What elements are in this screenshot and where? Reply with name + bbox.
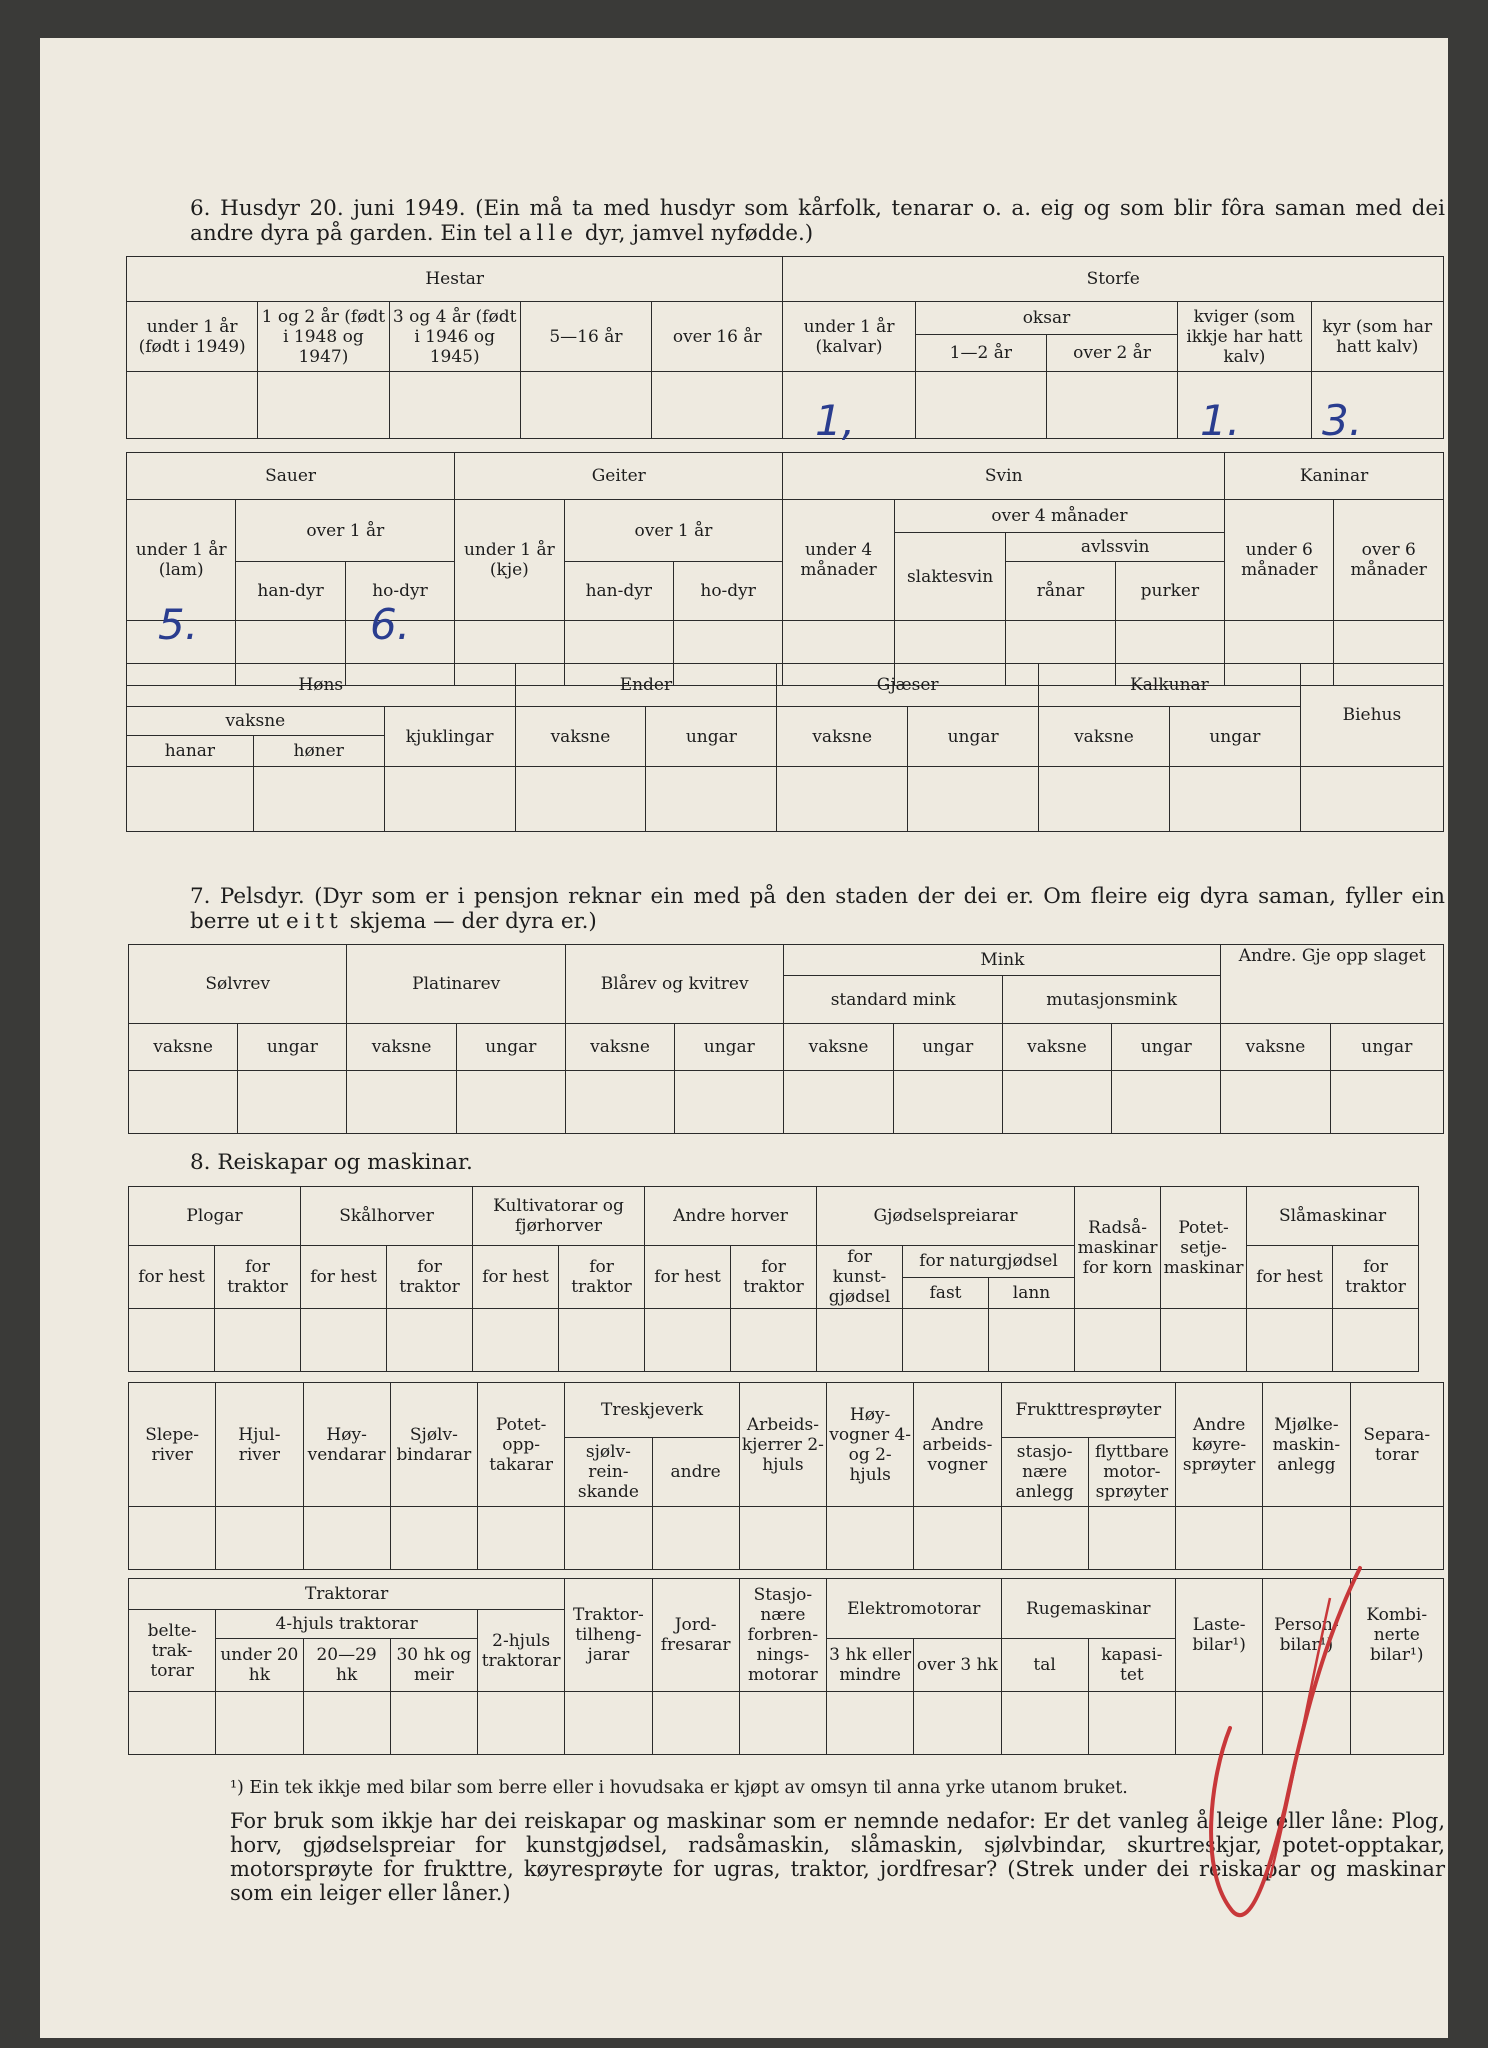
treskjeverk-andre: andre (652, 1438, 739, 1507)
storfe-oksar: oksar (915, 302, 1178, 335)
to-hjuls-traktorar: 2-hjuls traktorar (478, 1610, 565, 1692)
entry-cell[interactable] (129, 1071, 238, 1134)
geiter-header: Geiter (455, 453, 783, 500)
for-hest: for hest (301, 1246, 387, 1309)
entry-cell[interactable] (915, 372, 1046, 439)
pelsdyr-subheader-row (129, 1024, 1444, 1071)
gjaeser-header: Gjæser (777, 664, 1039, 707)
entry-cell[interactable] (565, 1507, 652, 1570)
entry-cell[interactable] (1001, 1692, 1088, 1755)
entry-cell[interactable] (520, 372, 651, 439)
geiter-handyr: han-dyr (564, 562, 673, 621)
personbilar-header: Person-bilar¹) (1263, 1579, 1350, 1692)
ruge-kapasitet: kapasi-tet (1088, 1639, 1175, 1692)
sauer-geiter-svin-table (126, 452, 1444, 686)
entry-cell[interactable] (129, 1692, 216, 1755)
koyresproyter-header: Andre køyre-sprøyter (1176, 1383, 1263, 1507)
for-naturgjodsel: for naturgjødsel (903, 1246, 1075, 1278)
elektromotorar-header: Elektromotorar (827, 1579, 1002, 1639)
potetopptakarar-header: Potet-opp-takarar (478, 1383, 565, 1507)
entry-cell[interactable] (1176, 1692, 1263, 1755)
col-vaksne: vaksne (1002, 1024, 1111, 1071)
lastebilar-header: Laste-bilar¹) (1176, 1579, 1263, 1692)
entry-cell[interactable] (646, 767, 777, 832)
geiter-kje: under 1 år (kje) (455, 500, 564, 621)
col-ungar: ungar (1330, 1024, 1443, 1071)
elektro-over-3hk: over 3 hk (914, 1639, 1001, 1692)
gjaeser-vaksne: vaksne (777, 707, 908, 767)
sauer-handyr: han-dyr (236, 562, 345, 621)
hestar-col-4: 5—16 år (520, 302, 651, 372)
entry-cell[interactable] (565, 1692, 652, 1755)
col-vaksne: vaksne (1221, 1024, 1330, 1071)
entry-cell[interactable] (777, 767, 908, 832)
entry-cell[interactable] (347, 1071, 456, 1134)
entry-cell[interactable] (389, 372, 520, 439)
hons-vaksne: vaksne (127, 707, 385, 736)
hestar-storfe-table (126, 256, 1444, 439)
entry-cell[interactable] (784, 1071, 893, 1134)
entry-cell[interactable] (253, 767, 384, 832)
hons-hanar: hanar (127, 736, 254, 767)
elektro-3hk-mindre: 3 hk eller mindre (827, 1639, 914, 1692)
hestar-header: Hestar (127, 257, 783, 302)
entry-cell[interactable] (827, 1507, 914, 1570)
storfe-oksar-1-2: 1—2 år (915, 335, 1046, 372)
hoyvendarar-header: Høy-vendarar (303, 1383, 390, 1507)
svin-header: Svin (783, 453, 1225, 500)
entry-cell[interactable] (914, 1507, 1001, 1570)
entry-cell[interactable] (1088, 1507, 1175, 1570)
treskjeverk-sjolvreinskande: sjølv-rein-skande (565, 1438, 652, 1507)
handwritten-storfe-kalvar: 1, (815, 396, 856, 445)
traktor-under-20: under 20 hk (216, 1639, 303, 1692)
hestar-col-2: 1 og 2 år (født i 1948 og 1947) (258, 302, 389, 372)
entry-cell[interactable] (478, 1692, 565, 1755)
reiskapar-table-1 (128, 1186, 1488, 1372)
col-ungar: ungar (238, 1024, 347, 1071)
for-traktor: for traktor (559, 1246, 645, 1309)
svin-over-4: over 4 månader (894, 500, 1224, 533)
entry-cell[interactable] (1350, 1507, 1443, 1570)
entry-cell[interactable] (1039, 767, 1170, 832)
for-hest: for hest (645, 1246, 731, 1309)
storfe-header: Storfe (783, 257, 1444, 302)
hjulriver-header: Hjul-river (216, 1383, 303, 1507)
entry-cell[interactable] (817, 1309, 903, 1372)
entry-cell[interactable] (1330, 1071, 1443, 1134)
mink-mutasjon: mutasjonsmink (1002, 976, 1221, 1024)
entry-cell[interactable] (1263, 1507, 1350, 1570)
entry-cell[interactable] (645, 1309, 731, 1372)
entry-cell[interactable] (384, 767, 515, 832)
entry-cell[interactable] (731, 1309, 817, 1372)
sleperiver-header: Slepe-river (129, 1383, 216, 1507)
entry-cell[interactable] (827, 1692, 914, 1755)
natur-lann: lann (989, 1277, 1075, 1309)
gjodselspreiarar-header: Gjødselspreiarar (817, 1187, 1075, 1246)
form-sheet (40, 38, 1448, 2038)
fruktsproyter-header: Frukttresprøyter (1001, 1383, 1176, 1438)
gjaeser-ungar: ungar (908, 707, 1039, 767)
fjorfe-table (126, 663, 1444, 832)
kalkunar-ungar: ungar (1169, 707, 1300, 767)
separatorar-header: Separa-torar (1350, 1383, 1443, 1507)
col-ungar: ungar (675, 1024, 784, 1071)
entry-cell[interactable] (1350, 1692, 1444, 1755)
footnote: ¹) Ein tek ikkje med bilar som berre eller i hovudsaka er kjøpt av omsyn til anna yrke utanom bruket. (230, 1778, 1128, 1798)
entry-cell[interactable] (893, 1071, 1002, 1134)
entry-cell[interactable] (216, 1507, 303, 1570)
entry-cell[interactable] (652, 372, 783, 439)
ender-header: Ender (515, 664, 777, 707)
skalhorver-header: Skålhorver (301, 1187, 473, 1246)
entry-cell[interactable] (1112, 1071, 1221, 1134)
entry-cell[interactable] (238, 1071, 347, 1134)
entry-cell[interactable] (303, 1507, 390, 1570)
andre-arbeidsvogner-header: Andre arbeids-vogner (914, 1383, 1001, 1507)
entry-cell[interactable] (1263, 1692, 1350, 1755)
entry-cell[interactable] (1161, 1309, 1247, 1372)
entry-cell[interactable] (989, 1309, 1075, 1372)
entry-cell[interactable] (478, 1507, 565, 1570)
ender-ungar: ungar (646, 707, 777, 767)
entry-cell[interactable] (1178, 372, 1311, 439)
traktortilhengjarar-header: Traktor-tilheng-jarar (565, 1579, 652, 1692)
entry-cell[interactable] (675, 1071, 784, 1134)
col-ungar: ungar (1112, 1024, 1221, 1071)
traktorar-header: Traktorar (129, 1579, 565, 1610)
svin-ranar: rånar (1006, 562, 1115, 621)
storfe-kyr: kyr (som har hatt kalv) (1311, 302, 1443, 372)
entry-cell[interactable] (1333, 1309, 1419, 1372)
leige-laane-question: For bruk som ikkje har dei reiskapar og maskinar som er nemnde nedafor: Er det vanleg å leige eller låne: Plog, horv, gjødselspreiar for kunstgjødsel, radsåmaskin, slåmaskin, sjølvbindar, skurtreskjar, potet-opptakar, motorsprøyte for frukttre, køyresprøyte for ugras, traktor, jordfresar? (Strek under dei reiskapar og maskinar som ein leiger eller låner.) (230, 1809, 1445, 1905)
hons-honer: høner (253, 736, 384, 767)
col-vaksne: vaksne (347, 1024, 456, 1071)
entry-cell[interactable] (473, 1309, 559, 1372)
for-kunstgjodsel: for kunst-gjødsel (817, 1246, 903, 1309)
entry-cell[interactable] (1046, 372, 1177, 439)
entry-cell[interactable] (515, 767, 646, 832)
handwritten-sauer-hodyr: 6. (370, 600, 411, 649)
treskjeverk-header: Treskjeverk (565, 1383, 740, 1438)
entry-cell[interactable] (1001, 1507, 1088, 1570)
sauer-header: Sauer (127, 453, 455, 500)
for-traktor: for traktor (387, 1246, 473, 1309)
jordfresarar-header: Jord-fresarar (652, 1579, 739, 1692)
natur-fast: fast (903, 1277, 989, 1309)
traktor-30-meir: 30 hk og meir (390, 1639, 477, 1692)
entry-cell[interactable] (739, 1507, 826, 1570)
entry-cell[interactable] (1002, 1071, 1111, 1134)
col-vaksne: vaksne (565, 1024, 674, 1071)
andre-horver-header: Andre horver (645, 1187, 817, 1246)
entry-cell[interactable] (1176, 1507, 1263, 1570)
plogar-header: Plogar (129, 1187, 301, 1246)
kombinerte-bilar-header: Kombi-nerte bilar¹) (1350, 1579, 1444, 1692)
entry-cell[interactable] (216, 1692, 303, 1755)
entry-cell[interactable] (258, 372, 389, 439)
entry-cell[interactable] (127, 372, 258, 439)
sauer-hodyr: ho-dyr (345, 562, 454, 621)
beltetraktorar: belte-trak-torar (129, 1610, 216, 1692)
entry-cell[interactable] (1088, 1692, 1175, 1755)
ruge-tal: tal (1001, 1639, 1088, 1692)
entry-cell[interactable] (387, 1309, 473, 1372)
entry-cell[interactable] (903, 1309, 989, 1372)
entry-cell[interactable] (565, 1071, 674, 1134)
entry-cell[interactable] (652, 1692, 739, 1755)
ender-vaksne: vaksne (515, 707, 646, 767)
for-hest: for hest (129, 1246, 215, 1309)
for-traktor: for traktor (731, 1246, 817, 1309)
hestar-col-5: over 16 år (652, 302, 783, 372)
entry-cell[interactable] (739, 1692, 826, 1755)
section-8-heading: 8. Reiskapar og maskinar. (190, 1150, 473, 1175)
storfe-oksar-over-2: over 2 år (1046, 335, 1177, 372)
entry-cell[interactable] (127, 767, 254, 832)
col-vaksne: vaksne (129, 1024, 238, 1071)
sjolvbindarar-header: Sjølv-bindarar (390, 1383, 477, 1507)
entry-cell[interactable] (908, 767, 1039, 832)
biehus-header: Biehus (1300, 664, 1443, 767)
pelsdyr-table (128, 944, 1444, 1134)
andre-header: Andre. Gje opp slaget (1221, 945, 1444, 1024)
for-hest: for hest (473, 1246, 559, 1309)
entry-cell[interactable] (1221, 1071, 1330, 1134)
entry-cell[interactable] (129, 1309, 215, 1372)
mjolkemaskinanlegg-header: Mjølke-maskin-anlegg (1263, 1383, 1350, 1507)
fire-hjuls-traktorar: 4-hjuls traktorar (216, 1610, 478, 1639)
section-6-heading: 6. Husdyr 20. juni 1949. (Ein må ta med husdyr som kårfolk, tenarar o. a. eig og som blir fôra saman med dei andre dyra på garden. Ein tel alle dyr, jamvel nyfødde.) (190, 196, 1445, 246)
hestar-col-1: under 1 år (født i 1949) (127, 302, 258, 372)
for-traktor: for traktor (215, 1246, 301, 1309)
entry-cell[interactable] (390, 1507, 477, 1570)
solvrev-header: Sølvrev (129, 945, 347, 1024)
svin-purker: purker (1115, 562, 1224, 621)
entry-cell[interactable] (652, 1507, 739, 1570)
col-ungar: ungar (456, 1024, 565, 1071)
traktor-20-29: 20—29 hk (303, 1639, 390, 1692)
kalkunar-header: Kalkunar (1039, 664, 1301, 707)
kaninar-header: Kaninar (1225, 453, 1444, 500)
frukt-stasjonaere: stasjo-nære anlegg (1001, 1438, 1088, 1507)
section-7-heading: 7. Pelsdyr. (Dyr som er i pensjon reknar ein med på den staden der dei er. Om fleire eig dyra saman, fyller ein berre ut eitt skjema — der dyra er.) (190, 884, 1445, 934)
sauer-lam: under 1 år (lam) (127, 500, 236, 621)
sauer-over-1: over 1 år (236, 500, 455, 562)
entry-cell[interactable] (1247, 1309, 1333, 1372)
blarev-header: Blårev og kvitrev (565, 945, 783, 1024)
hestar-col-3: 3 og 4 år (født i 1946 og 1945) (389, 302, 520, 372)
entry-cell[interactable] (215, 1309, 301, 1372)
arbeidskjerrer-header: Arbeids-kjerrer 2-hjuls (739, 1383, 826, 1507)
reiskapar-table-2 (128, 1382, 1444, 1570)
entry-cell[interactable] (1300, 767, 1443, 832)
stasjonaere-forbrenningsmotorar-header: Stasjo-nære forbren-nings-motorar (739, 1579, 826, 1692)
kultivatorar-header: Kultivatorar og fjørhorver (473, 1187, 645, 1246)
svin-avlssvin: avlssvin (1006, 533, 1225, 562)
entry-cell[interactable] (1075, 1309, 1161, 1372)
hons-header: Høns (127, 664, 516, 707)
kaninar-under-6: under 6 månader (1225, 500, 1334, 621)
mink-standard: standard mink (784, 976, 1002, 1024)
for-hest: for hest (1247, 1246, 1333, 1309)
col-vaksne: vaksne (784, 1024, 893, 1071)
kaninar-over-6: over 6 månader (1334, 500, 1444, 621)
potetsetjemaskinar-header: Potet-setje-maskinar (1161, 1187, 1247, 1309)
entry-cell[interactable] (390, 1692, 477, 1755)
slamaskinar-header: Slåmaskinar (1247, 1187, 1419, 1246)
svin-slaktesvin: slaktesvin (894, 533, 1005, 621)
hoyvogner-header: Høy-vogner 4- og 2-hjuls (827, 1383, 914, 1507)
geiter-hodyr: ho-dyr (673, 562, 782, 621)
geiter-over-1: over 1 år (564, 500, 783, 562)
handwritten-sauer-lam: 5. (158, 600, 199, 649)
entry-cell[interactable] (914, 1692, 1001, 1755)
entry-cell[interactable] (1169, 767, 1300, 832)
mink-header: Mink (784, 945, 1221, 976)
frukt-flyttbare: flyttbare motor-sprøyter (1088, 1438, 1175, 1507)
kalkunar-vaksne: vaksne (1039, 707, 1170, 767)
handwritten-storfe-kyr: 3. (1322, 396, 1363, 445)
platinarev-header: Platinarev (347, 945, 565, 1024)
entry-cell[interactable] (559, 1309, 645, 1372)
entry-cell[interactable] (303, 1692, 390, 1755)
storfe-kviger: kviger (som ikkje har hatt kalv) (1178, 302, 1311, 372)
for-traktor: for traktor (1333, 1246, 1419, 1309)
col-ungar: ungar (893, 1024, 1002, 1071)
handwritten-storfe-kviger: 1. (1200, 396, 1241, 445)
reiskapar-table-3 (128, 1578, 1444, 1755)
entry-cell[interactable] (129, 1507, 216, 1570)
radsamaskinar-header: Radså-maskinar for korn (1075, 1187, 1161, 1309)
storfe-kalvar: under 1 år (kalvar) (783, 302, 915, 372)
entry-cell[interactable] (301, 1309, 387, 1372)
svin-under-4: under 4 månader (783, 500, 894, 621)
hons-kjuklingar: kjuklingar (384, 707, 515, 767)
entry-cell[interactable] (456, 1071, 565, 1134)
rugemaskinar-header: Rugemaskinar (1001, 1579, 1176, 1639)
